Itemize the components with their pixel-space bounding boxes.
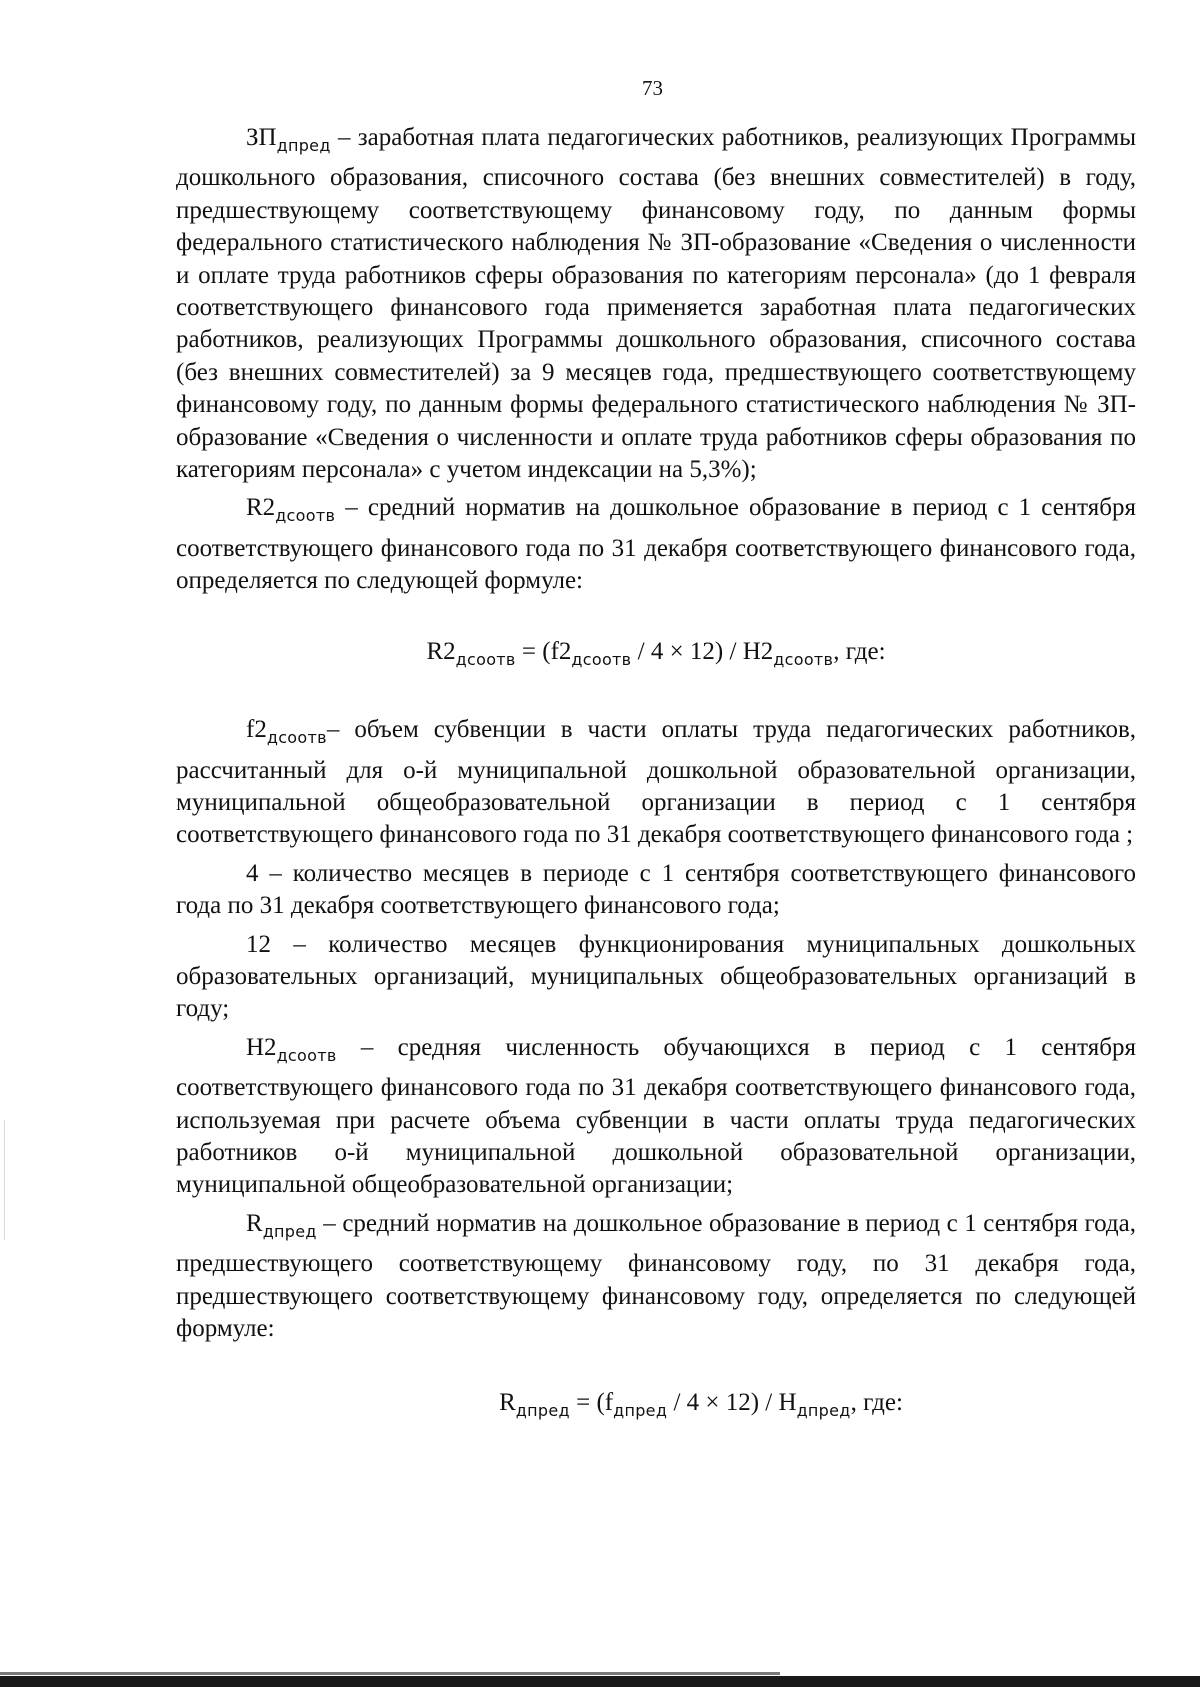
formula-subscript: дпред [515,1401,570,1421]
definition-text: 12 – количество месяцев функционирования муниципальных дошкольных образовательных организаций, муниципальных общеобразовательных организаций в году; [176,930,1136,1023]
term: R2 [246,494,276,522]
formula-part: = (f2 [515,637,572,665]
term: Н2 [246,1033,277,1061]
formula-r2-dsootv [176,636,1136,676]
definition-text: 4 – количество месяцев в периоде с 1 сентября соответствующего финансового года по 31 декабря соответствующего финансового года; [176,859,1136,920]
definition-zp-dpred [176,122,1136,486]
formula-part: = (f [569,1389,614,1417]
definition-r2-dsootv [176,492,1136,597]
term-subscript: дпред [276,136,331,155]
definition-text: – средний норматив на дошкольное образование в период с 1 сентября соответствующего финансового года по 31 декабря соответствующего финансового года, определяется по следующей формуле: [176,494,1136,595]
formula-part: R2 [426,637,456,665]
scan-bottom-shadow [0,1672,780,1675]
definition-text: – средняя численность обучающихся в период с 1 сентября соответствующего финансового года по 31 декабря соответствующего финансового года, используемая при расчете объема субвенции в части оплаты труда педагогических работников о-й муниципальной дошкольной образовательной организации, муниципальной общеобразовательной организации; [176,1033,1136,1199]
formula-part: / 4 × 12) / Н [667,1389,797,1417]
formula-subscript: дпред [796,1401,851,1421]
formula-part: , где: [833,637,886,665]
document-body [176,122,1136,1428]
term: R [246,1209,263,1237]
term-subscript: дсоотв [266,728,327,748]
formula-part: R [499,1389,516,1417]
definition-12 [176,929,1136,1026]
definition-text: – заработная плата педагогических работников, реализующих Программы дошкольного образования, списочного состава (без внешних совместителей) в году, предшествующему соответствующему финансовому году, по данным формы федерального статистического наблюдения № ЗП-образование «Сведения о численности и оплате труда работников сферы образования по категориям персонала» (до 1 февраля соответствующего финансового года применяется заработная плата педагогических работников, реализующих Программы дошкольного образования, списочного состава (без внешних совместителей) за 9 месяцев года, предшествующего соответствующему финансовому году, по данным формы федерального статистического наблюдения № ЗП-образование «Сведения о численности и оплате труда работников сферы образования по категориям персонала» с учетом индексации на 5,3%); [176,124,1136,484]
term-subscript: дсоотв [276,1045,337,1065]
formula-r-dpred [176,1387,1136,1427]
definition-n2-dsootv [176,1032,1136,1202]
scan-edge-mark [4,1120,5,1240]
formula-subscript: дсоотв [571,649,632,669]
formula-subscript: дсоотв [455,649,516,669]
definition-4 [176,858,1136,923]
term-subscript: дсоотв [275,506,336,526]
formula-subscript: дсоотв [773,649,834,669]
term-subscript: дпред [262,1221,317,1241]
formula-subscript: дпред [613,1401,668,1421]
definition-text: – средний норматив на дошкольное образование в период с 1 сентября года, предшествующего соответствующему финансовому году, по 31 декабря года, предшествующего соответствующему финансовому году, определяется по следующей формуле: [176,1209,1136,1342]
formula-part: , где: [850,1389,903,1417]
term: f2 [246,716,267,744]
page-number: 73 [642,76,663,100]
scan-bottom-border [0,1676,1200,1687]
definition-text: – объем субвенции в части оплаты труда педагогических работников, рассчитанный для о-й муниципальной дошкольной образовательной организации, муниципальной общеобразовательной организации в период с 1 сентября соответствующего финансового года по 31 декабря соответствующего финансового года ; [176,716,1136,849]
term: ЗП [246,124,277,151]
definition-f2-dsootv [176,714,1136,852]
definition-r-dpred [176,1208,1136,1346]
formula-part: / 4 × 12) / Н2 [631,637,774,665]
